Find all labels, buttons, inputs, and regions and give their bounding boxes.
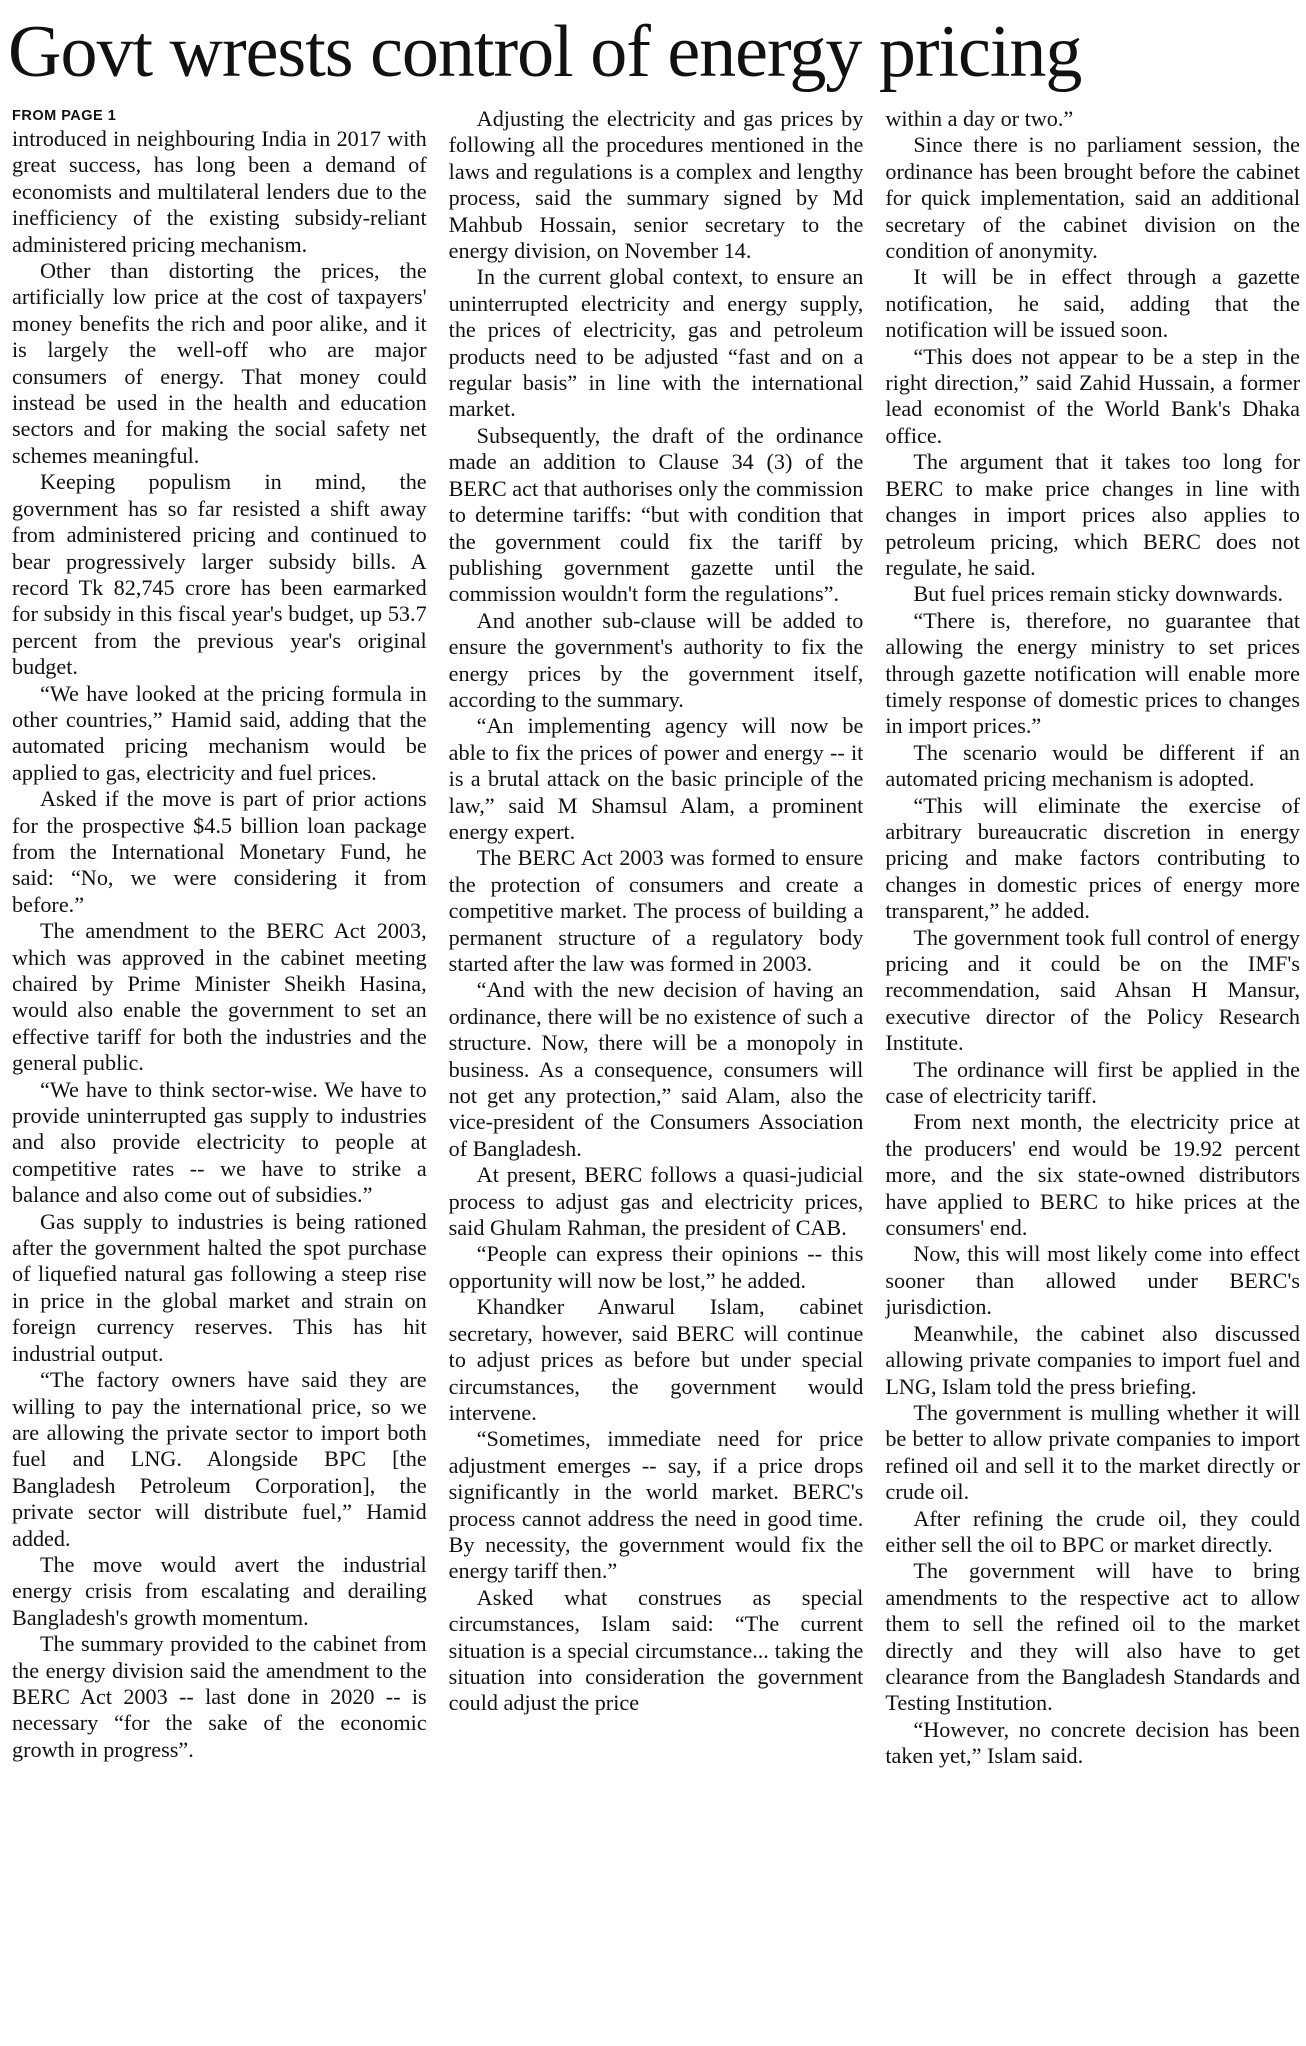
paragraph: The BERC Act 2003 was formed to ensure the protection of consumers and create a competitive market. The process of building a permanent structure of a regulatory body started after the law was formed in 2003. [448,845,864,976]
paragraph: Asked what construes as special circumstances, Islam said: “The current situation is a special circumstance... taking the situation into consideration the government could adjust the price [448,1584,864,1716]
paragraph: “We have looked at the pricing formula in other countries,” Hamid said, adding that the automated pricing mechanism would be applied to gas, electricity and fuel prices. [12,680,427,785]
jump-label: FROM PAGE 1 [12,108,117,124]
column-2 [449,106,864,2040]
paragraph: But fuel prices remain sticky downwards. [913,581,1284,607]
column-1 [12,106,427,2040]
paragraph: The ordinance will first be applied in the case of electricity tariff. [885,1056,1301,1109]
paragraph: Khandker Anwarul Islam, cabinet secretary, however, said BERC will continue to adjust prices as before but under special circumstances, the government would intervene. [448,1294,864,1425]
paragraph: The government is mulling whether it will be better to allow private companies to import refined oil and sell it to the market directly or crude oil. [885,1399,1301,1505]
paragraph: From next month, the electricity price at the producers' end would be 19.92 percent more, and the six state-owned distributors have applied to BERC to hike prices at the consumers' end. [885,1109,1301,1241]
paragraph: introduced in neighbouring India in 2017 with great success, has long been a demand of economists and multilateral lenders due to the inefficiency of the existing subsidy-reliant administered pricing mechanism. [12,126,427,257]
paragraph: Keeping populism in mind, the government has so far resisted a shift away from administered pricing and continued to bear progressively larger subsidy bills. A record Tk 82,745 crore has been earmarked for subsidy in this fiscal year's budget, up 53.7 percent from the previous year's original budget. [12,469,427,680]
paragraph: Since there is no parliament session, the ordinance has been brought before the cabinet for quick implementation, said an additional secretary of the cabinet division on the condition of anonymity. [885,132,1301,264]
paragraph: “And with the new decision of having an ordinance, there will be no existence of such a structure. Now, there will be a monopoly in business. As a consequence, consumers will not get any protection,” said Alam, also the vice-president of the Consumers Association of Bangladesh. [448,977,864,1161]
paragraph: “An implementing agency will now be able to fix the prices of power and energy -- it is a brutal attack on the basic principle of the law,” said M Shamsul Alam, a prominent energy expert. [448,713,864,844]
paragraph: Subsequently, the draft of the ordinance made an addition to Clause 34 (3) of the BERC act that authorises only the commission to determine tariffs: “but with condition that the government could fix the tariff by publishing government gazette until the commission wouldn't form the regulations”. [448,422,864,607]
paragraph: The government will have to bring amendments to the respective act to allow them to sell the refined oil to the market directly and they will also have to get clearance from the Bangladesh Standards and Testing Institution. [885,1558,1301,1716]
paragraph: The scenario would be different if an automated pricing mechanism is adopted. [885,739,1301,792]
paragraph: Other than distorting the prices, the artificially low price at the cost of taxpayers' money benefits the rich and poor alike, and it is largely the well-off who are major consumers of energy. That money could instead be used in the health and education sectors and for making the social safety net schemes meaningful. [12,258,427,468]
paragraph: “There is, therefore, no guarantee that allowing the energy ministry to set prices through gazette notification will enable more timely response of domestic prices to changes in import prices.” [885,607,1301,739]
paragraph: Adjusting the electricity and gas prices by following all the procedures mentioned in the laws and regulations is a complex and lengthy process, said the summary signed by Md Mahbub Hossain, senior secretary to the energy division, on November 14. [448,106,864,264]
paragraph: The summary provided to the cabinet from the energy division said the amendment to the BERC Act 2003 -- last done in 2020 -- is necessary “for the sake of the economic growth in progress”. [12,1631,427,1762]
paragraph: within a day or two.” [885,106,1074,131]
paragraph: Meanwhile, the cabinet also discussed allowing private companies to import fuel and LNG, Islam told the press briefing. [885,1320,1301,1399]
paragraph: “We have to think sector-wise. We have to provide uninterrupted gas supply to industries and also provide electricity to people at competitive rates -- we have to strike a balance and also come out of subsidies.” [12,1076,427,1208]
article-body [12,106,1300,2040]
headline: Govt wrests control of energy pricing [8,11,1082,93]
paragraph: Now, this will most likely come into effect sooner than allowed under BERC's jurisdiction. [885,1241,1301,1320]
paragraph: It will be in effect through a gazette notification, he said, adding that the notification will be issued soon. [885,264,1301,343]
paragraph: And another sub-clause will be added to ensure the government's authority to fix the energy prices by the government itself, according to the summary. [448,607,864,712]
paragraph: Gas supply to industries is being rationed after the government halted the spot purchase of liquefied natural gas following a steep rise in price in the global market and strain on foreign currency reserves. This has hit industrial output. [12,1208,427,1366]
paragraph: “Sometimes, immediate need for price adjustment emerges -- say, if a price drops significantly in the world market. BERC's process cannot address the need in good time. By necessity, the government would fix the energy tariff then.” [448,1426,864,1584]
paragraph: At present, BERC follows a quasi-judicial process to adjust gas and electricity prices, said Ghulam Rahman, the president of CAB. [448,1162,864,1241]
paragraph: After refining the crude oil, they could either sell the oil to BPC or market directly. [885,1505,1301,1557]
paragraph: “People can express their opinions -- this opportunity will now be lost,” he added. [448,1241,864,1293]
paragraph: “The factory owners have said they are willing to pay the international price, so we are allowing the private sector to import both fuel and LNG. Alongside BPC [the Bangladesh Petroleum Corporation], the private sector will distribute fuel,” Hamid added. [12,1367,427,1551]
paragraph: “However, no concrete decision has been taken yet,” Islam said. [885,1716,1301,1769]
paragraph: “This does not appear to be a step in the right direction,” said Zahid Hussain, a former lead economist of the World Bank's Dhaka office. [885,343,1301,448]
paragraph: “This will eliminate the exercise of arbitrary bureaucratic discretion in energy pricing and make factors contributing to changes in domestic prices of energy more transparent,” he added. [885,792,1301,924]
paragraph: The argument that it takes too long for BERC to make price changes in line with changes in import prices also applies to petroleum pricing, which BERC does not regulate, he said. [885,449,1301,580]
paragraph: In the current global context, to ensure an uninterrupted electricity and energy supply, the prices of electricity, gas and petroleum products need to be adjusted “fast and on a regular basis” in line with the international market. [448,264,864,422]
paragraph: The amendment to the BERC Act 2003, which was approved in the cabinet meeting chaired by Prime Minister Sheikh Hasina, would also enable the government to set an effective tariff for both the industries and the general public. [12,918,427,1076]
paragraph: The government took full control of energy pricing and it could be on the IMF's recommendation, said Ahsan H Mansur, executive director of the Policy Research Institute. [885,924,1301,1056]
paragraph: The move would avert the industrial energy crisis from escalating and derailing Bangladesh's growth momentum. [12,1551,427,1630]
column-3 [885,106,1300,2040]
paragraph: Asked if the move is part of prior actions for the prospective $4.5 billion loan package from the International Monetary Fund, he said: “No, we were considering it from before.” [12,786,427,917]
